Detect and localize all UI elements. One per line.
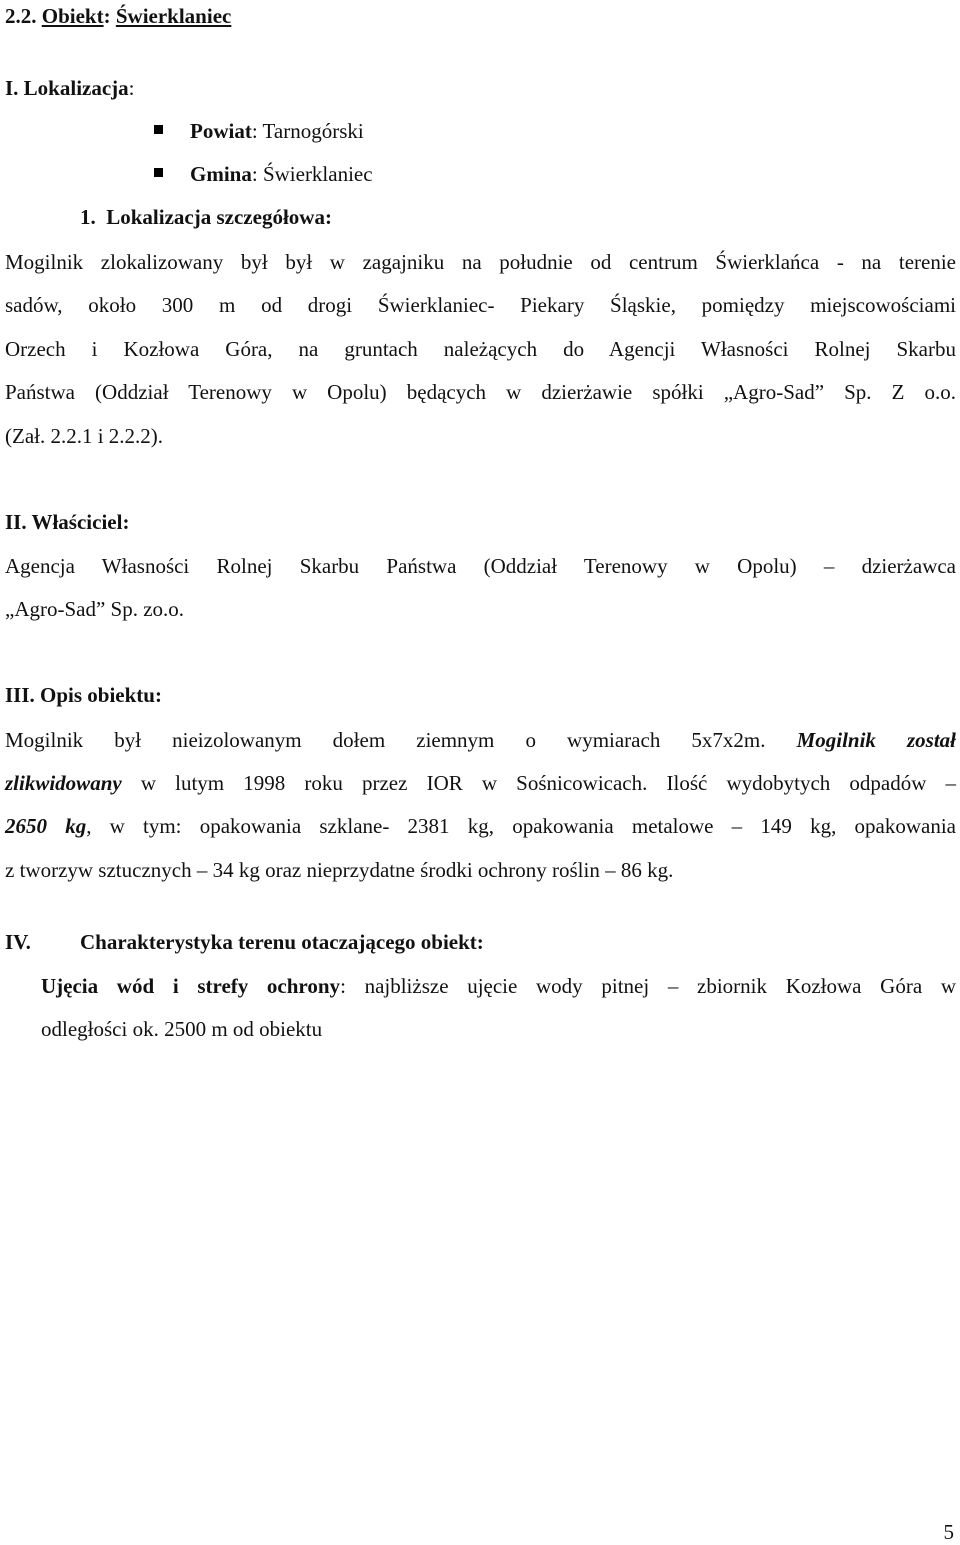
square-bullet-icon xyxy=(154,168,163,177)
heading-value: Świerklaniec xyxy=(115,4,232,28)
bullet-value: Świerklaniec xyxy=(262,162,373,186)
heading-number: 2.2. xyxy=(5,4,37,28)
section1-title: I. Lokalizacja: xyxy=(5,76,135,100)
paragraph-line: Orzech i Kozłowa Góra, na gruntach należących do Agencji Własności Rolnej Skarbu xyxy=(5,337,956,361)
paragraph-line: 2650 kg, w tym: opakowania szklane- 2381 kg, opakowania metalowe – 149 kg, opakowania xyxy=(5,814,956,838)
paragraph-line: sadów, około 300 m od drogi Świerklaniec- Piekary Śląskie, pomiędzy miejscowościami xyxy=(5,293,956,317)
paragraph-line: (Zał. 2.2.1 i 2.2.2). xyxy=(5,424,164,448)
bullet-value: Tarnogórski xyxy=(262,119,364,143)
paragraph-line: Mogilnik był nieizolowanym dołem ziemnym o wymiarach 5x7x2m. Mogilnik został xyxy=(5,728,957,752)
paragraph-line: Ujęcia wód i strefy ochrony: najbliższe ujęcie wody pitnej – zbiornik Kozłowa Góra w xyxy=(41,974,956,998)
section-heading xyxy=(5,4,231,29)
emphasis-text: Mogilnik został xyxy=(796,728,957,752)
paragraph-line: Agencja Własności Rolnej Skarbu Państwa (Oddział Terenowy w Opolu) – dzierżawca xyxy=(5,554,956,578)
bullet-label: Powiat xyxy=(190,119,252,143)
paragraph-line: Mogilnik zlokalizowany był był w zagajniku na południe od centrum Świerklańca - na terenie xyxy=(5,250,956,274)
section2-title: II. Właściciel: xyxy=(5,510,130,534)
heading-colon: : xyxy=(103,4,111,28)
page-number: 5 xyxy=(943,1520,954,1544)
paragraph-line: „Agro-Sad” Sp. zo.o. xyxy=(5,597,185,621)
label-text: Ujęcia wód i strefy ochrony xyxy=(41,974,341,998)
square-bullet-icon xyxy=(154,125,163,134)
heading-label: Obiekt xyxy=(41,4,104,28)
paragraph-line: Państwa (Oddział Terenowy w Opolu) będących w dzierżawie spółki „Agro-Sad” Sp. Z o.o. xyxy=(5,380,956,404)
paragraph-line: zlikwidowany w lutym 1998 roku przez IOR w Sośnicowicach. Ilość wydobytych odpadów – xyxy=(5,771,956,795)
bullet-label: Gmina xyxy=(190,162,252,186)
emphasis-text: zlikwidowany xyxy=(5,771,122,795)
paragraph-line: z tworzyw sztucznych – 34 kg oraz nieprzydatne środki ochrony roślin – 86 kg. xyxy=(5,858,674,882)
subsection-title: 1. Lokalizacja szczegółowa: xyxy=(80,205,332,229)
section4-title: IV. Charakterystyka terenu otaczającego obiekt: xyxy=(5,930,484,954)
section3-title: III. Opis obiektu: xyxy=(5,683,162,707)
paragraph-line: odległości ok. 2500 m od obiektu xyxy=(41,1017,323,1041)
emphasis-text: 2650 kg xyxy=(5,814,87,838)
